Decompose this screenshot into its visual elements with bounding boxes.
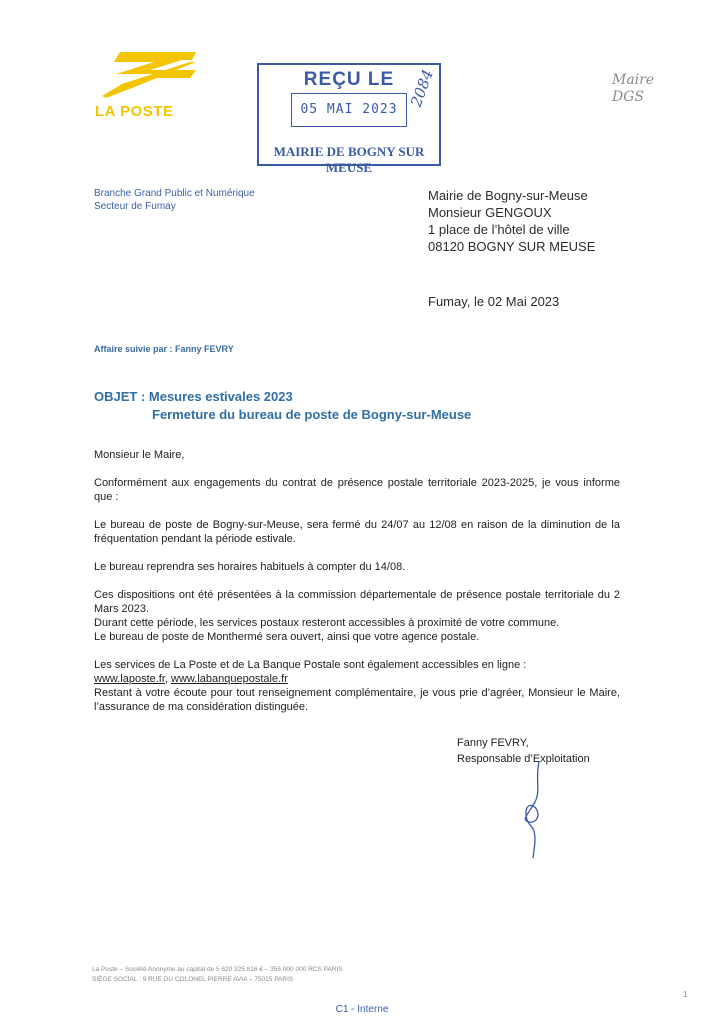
- letter-body: [94, 448, 620, 714]
- subject-line-1: OBJET : Mesures estivales 2023: [94, 389, 293, 404]
- stamp-number: 2084: [407, 67, 437, 110]
- sender-line: Branche Grand Public et Numérique: [94, 188, 255, 199]
- stamp-footer: MAIRIE DE BOGNY SUR MEUSE: [273, 144, 425, 175]
- classification-label: C1 - Interne: [335, 1004, 389, 1015]
- signer-name: Fanny FEVRY,: [457, 737, 529, 749]
- footer-line: SIÈGE SOCIAL : 9 RUE DU COLONEL PIERRE AVIA – 75015 PARIS: [92, 976, 294, 983]
- sender-block: [94, 187, 255, 213]
- recipient-line: 1 place de l’hôtel de ville: [428, 222, 570, 237]
- legal-footer: [92, 965, 343, 985]
- salutation: Monsieur le Maire,: [94, 449, 185, 461]
- laposte-link[interactable]: www.laposte.fr: [94, 673, 165, 685]
- logo-text: LA POSTE: [95, 103, 174, 120]
- sender-line: Secteur de Fumay: [94, 201, 176, 212]
- page-number: 1: [683, 990, 688, 999]
- links-line: [94, 672, 620, 686]
- link-separator: ,: [164, 673, 172, 685]
- recipient-address: [428, 187, 595, 255]
- handwritten-signature: [505, 760, 565, 860]
- paragraph: Ces dispositions ont été présentées à la commission départementale de présence postale territoriale du 2 Mars 2023.: [94, 589, 620, 615]
- received-stamp: [257, 63, 441, 175]
- paragraph: Le bureau de poste de Bogny-sur-Meuse, sera fermé du 24/07 au 12/08 en raison de la diminution de la fréquentation pendant la période estivale.: [94, 519, 620, 545]
- stamp-date: 05 MAI 2023: [300, 102, 398, 117]
- note-line: Maire: [612, 72, 655, 88]
- stamp-date-box: [291, 93, 407, 127]
- paragraph: Durant cette période, les services postaux resteront accessibles à proximité de votre commune.: [94, 617, 560, 629]
- signer-title: Responsable d’Exploitation: [457, 753, 590, 765]
- paragraph: Le bureau reprendra ses horaires habituels à compter du 14/08.: [94, 561, 406, 573]
- paragraph: Le bureau de poste de Monthermé sera ouvert, ainsi que votre agence postale.: [94, 631, 480, 643]
- stamp-title: REÇU LE: [303, 69, 395, 90]
- labanquepostale-link[interactable]: www.labanquepostale.fr: [171, 673, 288, 685]
- paragraph: Les services de La Poste et de La Banque Postale sont également accessibles en ligne :: [94, 659, 527, 671]
- subject-block: [94, 388, 471, 424]
- paragraph: Restant à votre écoute pour tout renseignement complémentaire, je vous prie d’agréer, Monsieur le Maire, l’assurance de ma considération distinguée.: [94, 687, 620, 713]
- recipient-line: Monsieur GENGOUX: [428, 205, 552, 220]
- subject-line-2: Fermeture du bureau de poste de Bogny-sur-Meuse: [152, 407, 472, 422]
- note-line: DGS: [612, 89, 644, 105]
- handwritten-note: [612, 72, 654, 106]
- footer-line: La Poste – Société Anonyme au capital de 5 620 325 816 € – 356 000 000 RCS PARIS: [92, 966, 343, 973]
- letter-date: Fumay, le 02 Mai 2023: [428, 294, 560, 309]
- case-handler: Affaire suivie par : Fanny FEVRY: [94, 344, 234, 354]
- recipient-line: 08120 BOGNY SUR MEUSE: [428, 239, 596, 254]
- paragraph: Conformément aux engagements du contrat de présence postale territoriale 2023-2025, je vous informe que :: [94, 477, 620, 503]
- recipient-line: Mairie de Bogny-sur-Meuse: [428, 188, 588, 203]
